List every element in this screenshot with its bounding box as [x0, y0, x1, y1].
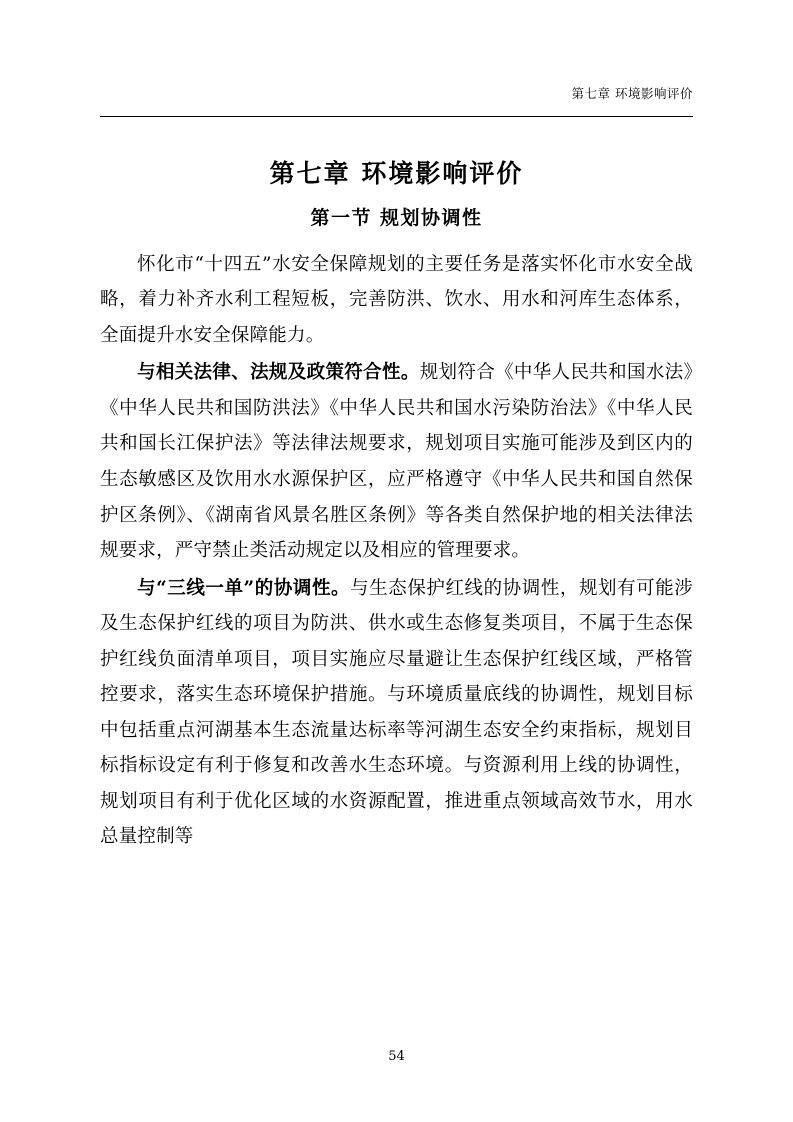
page-number: 54 — [388, 1049, 405, 1064]
paragraph-3 — [100, 571, 693, 855]
chapter-title: 第七章 环境影响评价 — [269, 159, 524, 188]
paragraph-2 — [100, 355, 693, 568]
paragraph-3-lead: 与“三线一单”的协调性。 — [137, 577, 351, 599]
paragraph-1 — [100, 247, 693, 354]
paragraph-3-text: 与生态保护红线的协调性，规划有可能涉及生态保护红线的项目为防洪、供水或生态修复类项目，不属于生态保护红线负面清单项目，项目实施应尽量避让生态保护红线区域，严格管控要求，落实生态环境保护措施。与环境质量底线的协调性，规划目标中包括重点河湖基本生态流量达标率等河湖生态安全约束指标，规划目标指标设定有利于修复和改善水生态环境。与资源利用上线的协调性，规划项目有利于优化区域的水资源配置，推进重点领域高效节水，用水总量控制等 — [100, 577, 694, 848]
paragraph-2-lead: 与相关法律、法规及政策符合性。 — [137, 362, 420, 384]
paragraph-1-text: 怀化市“十四五”水安全保障规划的主要任务是落实怀化市水安全战略，着力补齐水利工程短板，完善防洪、饮水、用水和河库生态体系，全面提升水安全保障能力。 — [100, 253, 693, 346]
paragraph-2-text: 规划符合《中华人民共和国水法》《中华人民共和国防洪法》《中华人民共和国水污染防治法》《中华人民共和国长江保护法》等法律法规要求，规划项目实施可能涉及到区内的生态敏感区及饮用水水源保护区，应严格遵守《中华人民共和国自然保护区条例》、《湖南省风景名胜区条例》等各类自然保护地的相关法律法规要求，严守禁止类活动规定以及相应的管理要求。 — [100, 362, 693, 562]
header-divider — [100, 116, 693, 117]
section-title: 第一节 规划协调性 — [310, 206, 483, 229]
page-content — [100, 155, 693, 857]
running-head: 第七章 环境影响评价 — [571, 86, 693, 101]
